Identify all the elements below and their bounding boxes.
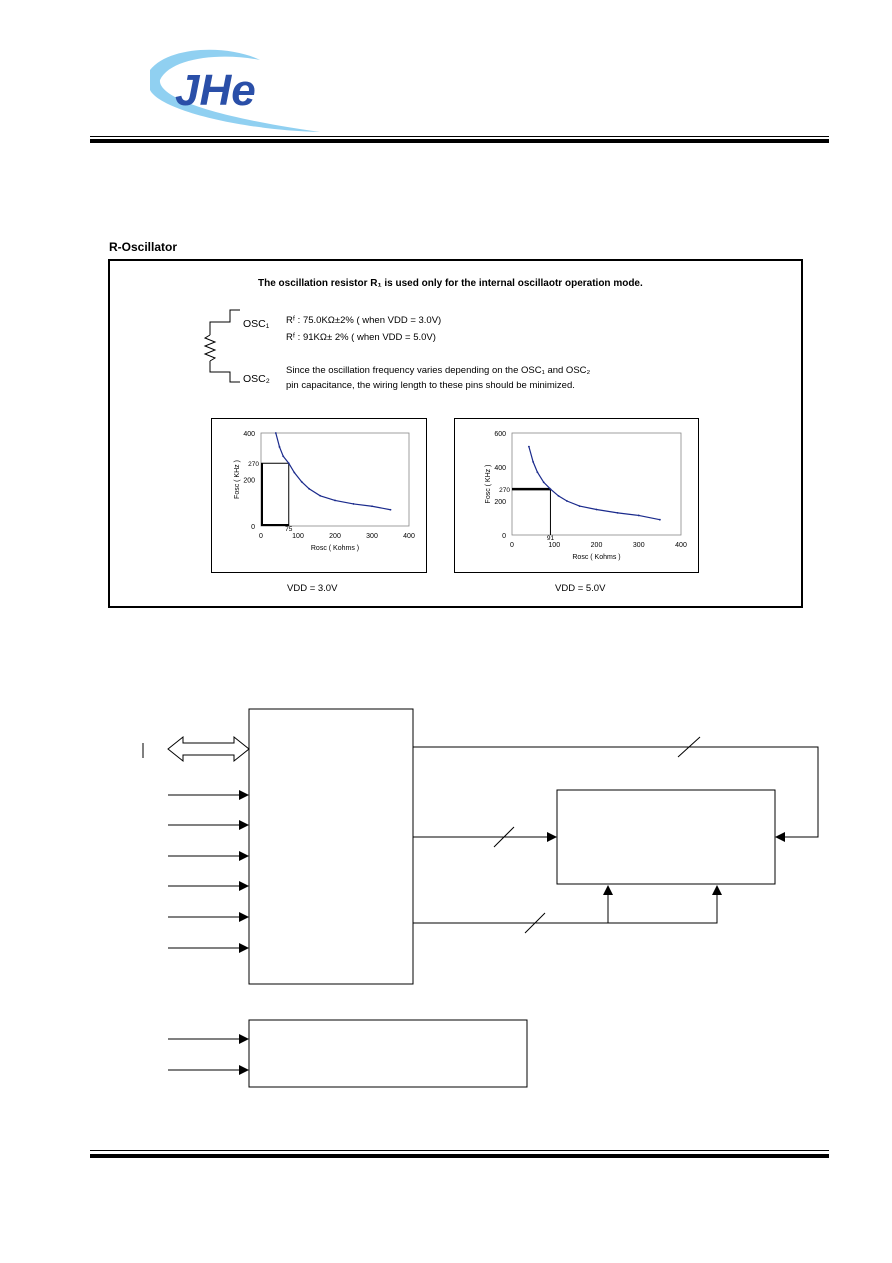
data-point — [371, 505, 373, 507]
header-rule-thin — [90, 136, 829, 137]
right-block — [557, 790, 775, 884]
footer-rule-thin — [90, 1150, 829, 1151]
data-point — [390, 509, 392, 511]
data-point — [308, 488, 310, 490]
data-point — [543, 481, 545, 483]
data-point — [550, 488, 552, 490]
logo-graphic — [140, 40, 330, 135]
control-bus — [413, 886, 717, 933]
x-axis-label: Rosc ( Kohms ) — [572, 554, 621, 561]
oscillator-note-line1: Since the oscillation frequency varies depending on the OSC₁ and OSC₂ — [286, 365, 591, 376]
x-tick-label: 400 — [675, 542, 687, 549]
bidirectional-bus-arrow — [168, 737, 249, 761]
data-point — [288, 462, 290, 464]
marker-x-label: 75 — [285, 526, 293, 533]
resistor-schematic — [195, 300, 245, 390]
x-tick-label: 0 — [510, 542, 514, 549]
data-point — [558, 495, 560, 497]
company-logo — [140, 40, 330, 135]
y-tick-label: 0 — [251, 524, 255, 531]
y-axis-label: Fosc ( KHz ) — [485, 464, 492, 504]
oscillator-note-line2: pin capacitance, the wiring length to these pins should be minimized. — [286, 380, 575, 391]
data-point — [566, 500, 568, 502]
marker-y-label: 270 — [248, 461, 259, 469]
oscillator-headline: The oscillation resistor R₁ is used only for the internal oscillaotr operation mode. — [258, 278, 643, 289]
x-tick-label: 300 — [632, 542, 645, 549]
data-point — [596, 509, 598, 511]
main-block — [249, 709, 413, 984]
marker-x-label: 91 — [546, 535, 555, 542]
marker-y-label: 270 — [499, 487, 510, 495]
x-tick-label: 200 — [329, 533, 341, 540]
chart-vdd-5v — [454, 418, 699, 573]
data-point — [279, 446, 281, 448]
pin-osc2-label: OSC₂ — [243, 373, 270, 385]
data-point — [532, 461, 534, 463]
data-point — [353, 503, 355, 505]
y-tick-label: 600 — [494, 431, 506, 438]
pin-osc1-label: OSC₁ — [243, 318, 270, 330]
data-point — [282, 455, 284, 457]
logo-text: JHe — [175, 66, 256, 115]
chart-vdd-3v-caption: VDD = 3.0V — [287, 583, 338, 594]
y-tick-label: 400 — [243, 431, 255, 438]
x-tick-label: 100 — [292, 533, 304, 540]
data-point — [659, 519, 661, 521]
data-point — [301, 481, 303, 483]
header-rule-thick — [90, 139, 829, 143]
chart-vdd-5v-caption: VDD = 5.0V — [555, 583, 606, 594]
x-tick-label: 0 — [259, 533, 263, 540]
chart-vdd-3v — [211, 418, 427, 573]
bottom-block — [249, 1020, 527, 1087]
y-tick-label: 0 — [502, 533, 506, 540]
section-title: R-Oscillator — [109, 240, 178, 254]
x-tick-label: 200 — [590, 542, 603, 549]
feedback-bus — [413, 737, 818, 837]
y-axis-label: Fosc ( KHz ) — [234, 460, 241, 499]
data-point — [617, 512, 619, 514]
rf-spec-5v: Rᶠ : 91KΩ± 2% ( when VDD = 5.0V) — [286, 332, 436, 343]
y-tick-label: 400 — [494, 465, 506, 472]
y-tick-label: 200 — [243, 477, 255, 485]
data-point — [536, 471, 538, 473]
x-tick-label: 400 — [403, 533, 415, 540]
data-point — [293, 472, 295, 474]
x-tick-label: 100 — [548, 542, 561, 549]
data-point — [319, 495, 321, 497]
data-bus — [413, 827, 556, 847]
footer-rule-thick — [90, 1154, 829, 1158]
input-arrows — [168, 795, 248, 1070]
data-point — [528, 446, 530, 448]
data-point — [334, 500, 336, 502]
data-point — [275, 432, 277, 434]
x-tick-label: 300 — [366, 533, 378, 540]
x-axis-label: Rosc ( Kohms ) — [310, 545, 360, 552]
data-point — [579, 505, 581, 507]
y-tick-label: 200 — [494, 499, 506, 506]
data-point — [638, 515, 640, 517]
rf-spec-3v: Rᶠ : 75.0KΩ±2% ( when VDD = 3.0V) — [286, 315, 442, 326]
block-diagram — [0, 700, 892, 1100]
